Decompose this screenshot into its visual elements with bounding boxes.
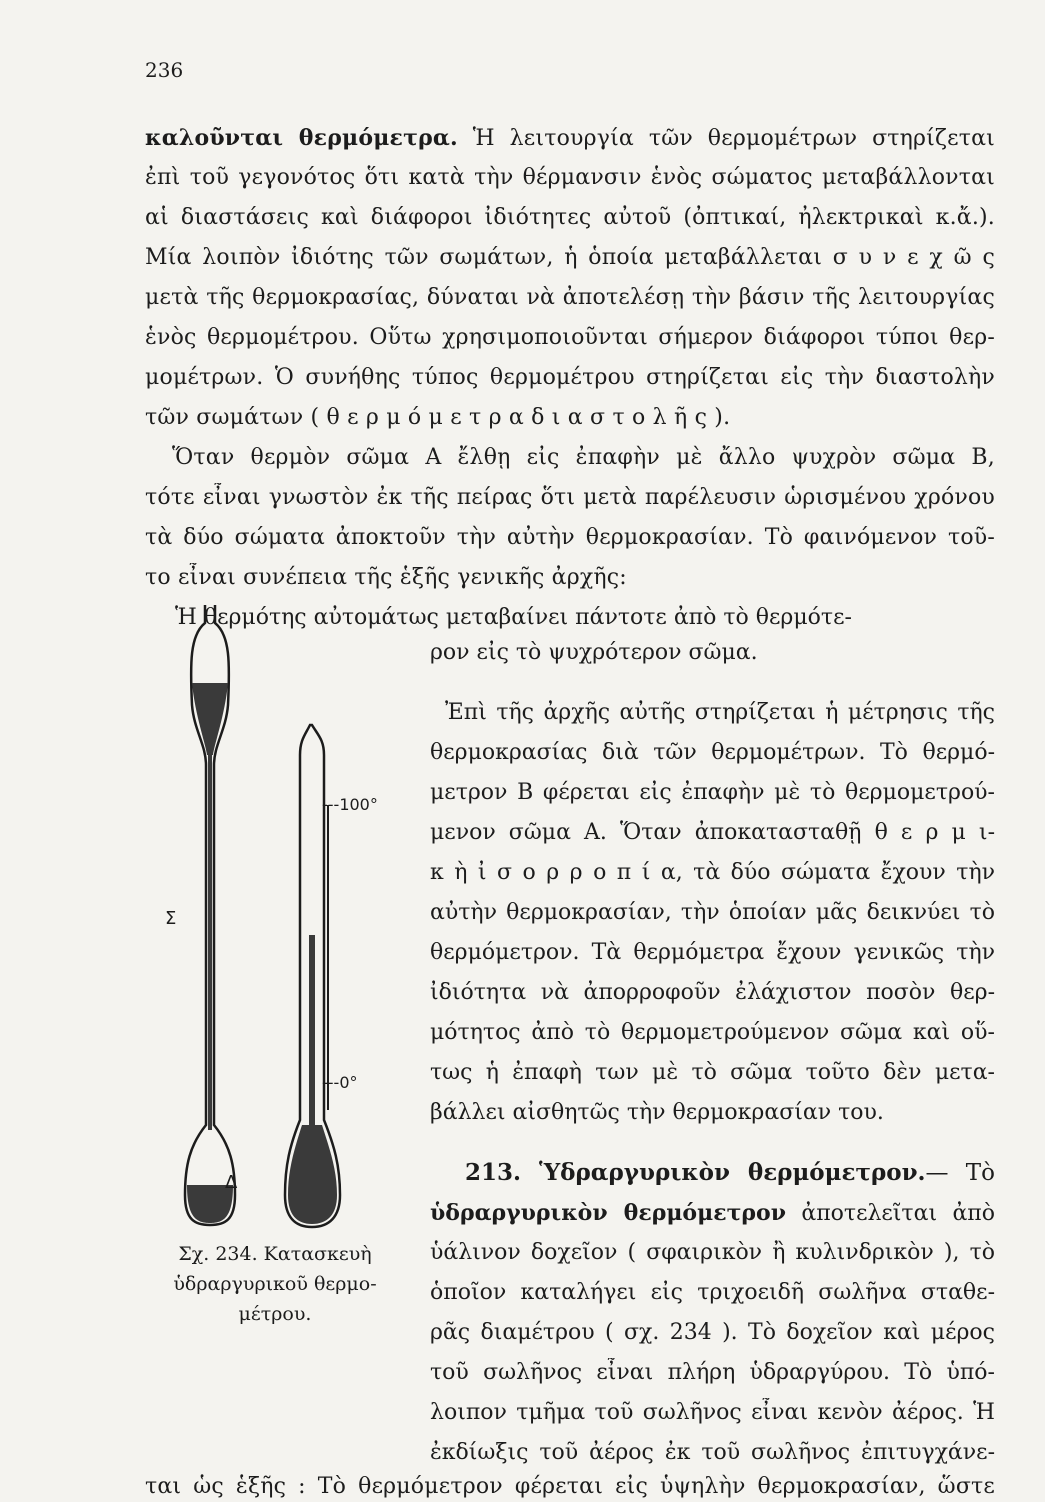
text-line [430,1198,995,1229]
text-line: τὰ δύο σώματα ἀποκτοῦν τὴν αὐτὴν θερμοκρασίαν. Τὸ φαινόμενον τοῦ- [145,525,995,550]
thermometer-figure [150,605,390,1245]
text-line: Ἐπὶ τῆς ἀρχῆς αὐτῆς στηρίζεται ἡ μέτρησις τῆς [445,700,995,725]
figure-caption-3: μέτρου. [238,1303,312,1325]
text-line: ρᾶς διαμέτρου ( σχ. 234 ). Τὸ δοχεῖον καὶ μέρος [430,1320,995,1345]
scale-thermometer-mercury [309,935,315,1125]
text-line: αἱ διαστάσεις καὶ διάφοροι ἰδιότητες αὐτοῦ (ὀπτικαί, ἠλεκτρικαὶ κ.ἄ.). [145,205,995,230]
text-line: το εἶναι συνέπεια τῆς ἑξῆς γενικῆς ἀρχῆς: [145,565,627,590]
page-number: 236 [145,58,184,82]
text-span: — Τὸ [925,1160,995,1186]
text-line: τως ἡ ἐπαφὴ των μὲ τὸ σῶμα τοῦτο δὲν μετα- [430,1060,995,1085]
text-line: μότητος ἀπὸ τὸ θερμομετρούμενον σῶμα καὶ οὕ- [430,1020,995,1045]
text-line: τῶν σωμάτων ( θ ε ρ μ ό μ ε τ ρ α δ ι α σ τ ο λ ῆ ς ). [145,405,731,430]
label-100-degrees: ---100° [322,795,378,814]
text-span: ἀποτελεῖται ἀπὸ [785,1201,995,1226]
text-line: Μία λοιπὸν ἰδιότης τῶν σωμάτων, ἡ ὁποία μεταβάλλεται σ υ ν ε χ ῶ ς [145,245,995,270]
text-line [145,123,995,154]
text-line: ὑάλινον δοχεῖον ( σφαιρικὸν ἢ κυλινδρικὸν ), τὸ [430,1240,995,1265]
text-line: βάλλει αἰσθητῶς τὴν θερμοκρασίαν του. [430,1100,884,1125]
text-line: ἑνὸς θερμομέτρου. Οὕτω χρησιμοποιοῦνται σήμερον διάφοροι τύποι θερ- [145,325,995,350]
text-line: μομέτρων. Ὁ συνήθης τύπος θερμομέτρου στηρίζεται εἰς τὴν διαστολὴν [145,365,995,390]
label-delta: Δ [225,1172,238,1193]
text-line: λοιπον τμῆμα τοῦ σωλῆνος εἶναι κενὸν ἀέρος. Ἡ [430,1400,995,1425]
text-line: μετρον Β φέρεται εἰς ἐπαφὴν μὲ τὸ θερμομετρού- [430,780,995,805]
figure-caption-2: ὑδραργυρικοῦ θερμο- [173,1273,377,1295]
text-line: τοῦ σωλῆνος εἶναι πλήρη ὑδραργύρου. Τὸ ὑπό- [430,1360,995,1385]
text-line: ἐπὶ τοῦ γεγονότος ὅτι κατὰ τὴν θέρμανσιν ἑνὸς σώματος μεταβάλλονται [145,165,995,190]
text-line: τότε εἶναι γνωστὸν ἐκ τῆς πείρας ὅτι μετὰ παρέλευσιν ὡρισμένου χρόνου [145,485,995,510]
section-heading: 213. Ὑδραργυρικὸν θερμόμετρον. [465,1159,926,1186]
term-mercury-thermometer: ὑδραργυρικὸν θερμόμετρον [430,1200,786,1226]
term-thermometers: καλοῦνται θερμόμετρα. [145,125,458,151]
label-sigma: Σ [165,908,177,929]
text-line: Ὅταν θερμὸν σῶμα Α ἔλθῃ εἰς ἐπαφὴν μὲ ἄλλο ψυχρὸν σῶμα Β, [172,445,995,470]
text-line: μενον σῶμα Α. Ὅταν ἀποκατασταθῇ θ ε ρ μ ι- [430,820,995,845]
text-span: Ἡ λειτουργία τῶν θερμομέτρων στηρίζεται [457,126,995,151]
text-line: ται ὡς ἑξῆς : Τὸ θερμόμετρον φέρεται εἰς ὑψηλὴν θερμοκρασίαν, ὥστε [145,1474,995,1499]
text-line: ἐκδίωξις τοῦ ἀέρος ἐκ τοῦ σωλῆνος ἐπιτυγχάνε- [430,1440,995,1465]
text-line: ἰδιότητα νὰ ἀπορροφοῦν ἐλάχιστον ποσὸν θερ- [430,980,995,1005]
figure-caption-1: Σχ. 234. Κατασκευὴ [178,1243,372,1265]
text-line: θερμοκρασίας διὰ τῶν θερμομέτρων. Τὸ θερμό- [430,740,995,765]
label-0-degrees: ---0° [322,1073,358,1092]
principle-line-1: Ἡ θερμότης αὐτομάτως μεταβαίνει πάντοτε ἀπὸ τὸ θερμότε- [175,605,852,630]
scale-thermometer-bulb-mercury [288,1125,337,1224]
text-line: ὁποῖον καταλήγει εἰς τριχοειδῆ σωλῆνα σταθε- [430,1280,995,1305]
text-line: κ ὴ ἰ σ ο ρ ρ ο π ί α, τὰ δύο σώματα ἔχουν τὴν [430,860,995,885]
section-heading-line [465,1158,995,1188]
text-line: μετὰ τῆς θερμοκρασίας, δύναται νὰ ἀποτελέσῃ τὴν βάσιν τῆς λειτουργίας [145,285,995,310]
capillary-mercury [208,755,212,1130]
principle-line-2: ρον εἰς τὸ ψυχρότερον σῶμα. [430,640,758,665]
text-line: θερμόμετρον. Τὰ θερμόμετρα ἔχουν γενικῶς τὴν [430,940,995,965]
text-line: αὐτὴν θερμοκρασίαν, τὴν ὁποίαν μᾶς δεικνύει τὸ [430,900,995,925]
upper-bulb-mercury [192,683,228,755]
